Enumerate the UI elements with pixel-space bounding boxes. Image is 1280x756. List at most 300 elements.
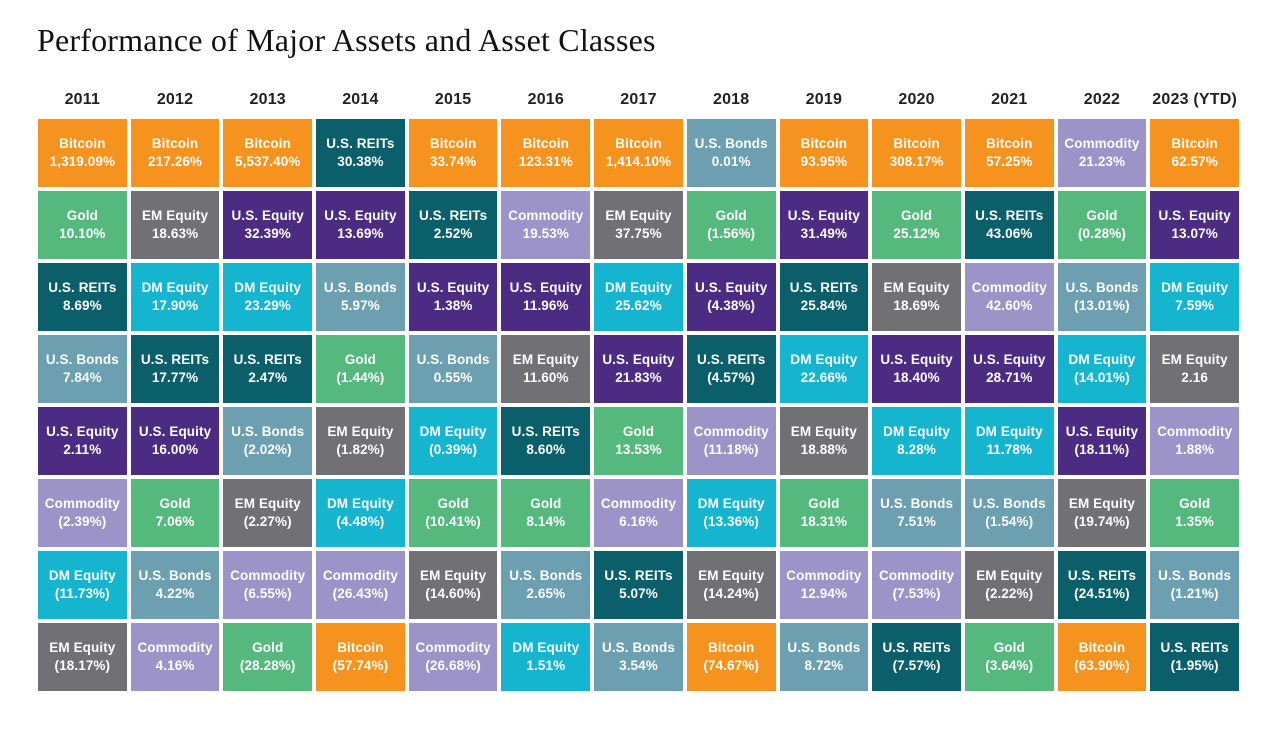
asset-value: (18.17%) [54,658,111,673]
asset-name: DM Equity [975,424,1043,439]
asset-name: Bitcoin [59,136,106,151]
asset-name: Commodity [44,496,120,511]
asset-name: EM Equity [234,496,301,511]
asset-name: EM Equity [141,208,209,223]
asset-cell [131,191,220,259]
year-label: 2011 [64,91,101,108]
asset-name: U.S. Bonds [416,352,490,367]
asset-value: 8.60% [526,442,566,457]
asset-cell [780,191,869,259]
asset-value: 3.54% [619,658,658,673]
asset-value: 18.63% [151,226,199,241]
asset-value: 18.69% [893,298,940,313]
asset-cell [687,479,776,547]
asset-value: 93.95% [800,154,848,169]
asset-cell [223,191,312,259]
asset-value: (57.74%) [332,658,389,673]
asset-value: 25.62% [615,298,662,313]
asset-cell [131,551,220,619]
asset-cell [501,407,590,475]
asset-cell [780,119,869,187]
asset-cell [780,407,869,475]
asset-value: 1.38% [433,298,473,313]
asset-value: (13.36%) [703,514,759,529]
asset-cell [501,479,590,547]
asset-value: (0.28%) [1077,226,1126,241]
asset-cell [131,479,220,547]
asset-cell [872,623,961,691]
asset-value: (2.22%) [985,586,1034,601]
asset-cell [872,407,961,475]
asset-cell [38,335,127,403]
asset-cell [223,263,312,331]
asset-name: EM Equity [605,208,672,223]
asset-cell [780,263,869,331]
asset-value: (7.57%) [892,658,941,673]
asset-name: U.S. Equity [1065,424,1139,439]
asset-name: U.S. REITs [140,352,210,367]
year-label: 2020 [898,91,935,108]
asset-value: 23.29% [244,298,291,313]
asset-cell [501,119,590,187]
asset-cell [223,551,312,619]
asset-cell [780,551,869,619]
asset-value: 42.60% [986,298,1033,313]
asset-name: Gold [66,208,98,223]
year-header-row [38,91,1239,109]
asset-value: 28.71% [986,370,1033,385]
asset-cell [780,335,869,403]
asset-value: 11.60% [522,370,569,385]
asset-name: Commodity [693,424,769,439]
asset-value: 5,537.40% [234,154,301,169]
asset-name: U.S. Bonds [323,280,397,295]
asset-value: 7.59% [1175,298,1215,313]
asset-value: 4.16% [155,658,195,673]
asset-name: EM Equity [1161,352,1228,367]
asset-cell [965,623,1054,691]
asset-value: (6.55%) [243,586,292,601]
asset-name: Bitcoin [800,136,848,151]
asset-value: 12.94% [800,586,848,601]
asset-cell [872,479,961,547]
asset-value: 33.74% [429,154,477,169]
asset-cell [965,263,1054,331]
asset-value: 37.75% [615,226,662,241]
asset-name: EM Equity [1068,496,1136,511]
asset-name: DM Equity [326,496,394,511]
year-label: 2016 [527,91,564,108]
asset-name: U.S. Equity [324,208,397,223]
asset-cell [687,119,776,187]
asset-value: (10.41%) [425,514,481,529]
asset-value: 17.90% [151,298,199,313]
asset-value: 13.07% [1171,226,1218,241]
year-label: 2015 [434,91,472,108]
asset-name: Bitcoin [429,136,477,151]
asset-cell [1058,191,1147,259]
asset-name: Bitcoin [1171,136,1218,151]
asset-name: DM Equity [141,280,209,295]
asset-name: U.S. Bonds [509,568,583,583]
asset-cell [501,263,590,331]
asset-cell [316,335,405,403]
asset-name: U.S. REITs [1067,568,1137,583]
asset-cell [131,263,220,331]
asset-cell [223,407,312,475]
asset-cell [316,119,405,187]
asset-cell [1150,479,1239,547]
asset-cell [38,263,127,331]
asset-value: 1.88% [1175,442,1215,457]
asset-value: 18.88% [800,442,848,457]
asset-value: 217.26% [148,154,203,169]
asset-value: (11.73%) [54,586,110,601]
year-label: 2017 [620,91,657,108]
year-label: 2018 [712,91,750,108]
asset-value: (26.68%) [425,658,481,673]
asset-cell [1058,263,1147,331]
asset-cell [1058,623,1147,691]
asset-name: U.S. Bonds [694,136,768,151]
asset-name: EM Equity [698,568,765,583]
asset-name: U.S. REITs [882,640,951,655]
asset-value: 30.38% [337,154,384,169]
asset-name: U.S. Equity [416,280,490,295]
asset-value: 43.06% [986,226,1033,241]
asset-value: 7.51% [897,514,936,529]
asset-cell [965,191,1054,259]
asset-cell [872,119,961,187]
asset-name: U.S. REITs [48,280,117,295]
asset-value: 11.96% [522,298,569,313]
asset-value: (7.53%) [892,586,941,601]
asset-name: Gold [993,640,1025,655]
asset-cell [872,335,961,403]
asset-name: Bitcoin [522,136,570,151]
asset-name: Gold [530,496,562,511]
asset-name: Gold [344,352,376,367]
asset-value: 1.35% [1175,514,1215,529]
asset-value: (74.67%) [703,658,759,673]
year-label: 2014 [342,91,379,108]
year-label: 2022 [1083,91,1121,108]
asset-name: U.S. REITs [1160,640,1229,655]
asset-value: 10.10% [59,226,106,241]
asset-value: 308.17% [889,154,944,169]
asset-name: U.S. REITs [975,208,1044,223]
asset-name: Bitcoin [244,136,291,151]
asset-value: 22.66% [800,370,848,385]
asset-name: EM Equity [327,424,394,439]
asset-cell [409,623,498,691]
asset-name: Commodity [600,496,677,511]
asset-cell [316,551,405,619]
asset-value: 2.52% [433,226,473,241]
asset-value: 5.07% [619,586,658,601]
asset-cell [594,623,683,691]
asset-value: 11.78% [986,442,1033,457]
asset-value: 2.11% [63,442,102,457]
asset-value: (26.43%) [332,586,389,601]
asset-name: Bitcoin [337,640,384,655]
asset-name: Gold [1086,208,1118,223]
asset-value: 6.16% [619,514,658,529]
asset-value: 8.72% [804,658,844,673]
asset-value: (28.28%) [239,658,296,673]
asset-value: (18.11%) [1074,442,1130,457]
asset-name: Commodity [322,568,398,583]
asset-return-grid [38,119,1239,691]
asset-value: 1.51% [526,658,566,673]
asset-value: 7.84% [62,370,102,385]
asset-name: U.S. Equity [46,424,119,439]
asset-cell [1150,335,1239,403]
asset-cell [687,335,776,403]
asset-value: 13.69% [337,226,384,241]
asset-name: DM Equity [48,568,116,583]
asset-cell [1150,551,1239,619]
asset-cell [594,119,683,187]
asset-value: (11.18%) [703,442,759,457]
asset-value: (0.39%) [429,442,478,457]
asset-cell [687,551,776,619]
asset-name: DM Equity [419,424,487,439]
asset-value: (4.38%) [707,298,756,313]
asset-name: EM Equity [883,280,950,295]
asset-cell [1058,551,1147,619]
asset-cell [316,623,405,691]
asset-value: 25.84% [800,298,848,313]
asset-name: Commodity [1064,136,1140,151]
asset-cell [38,119,127,187]
asset-value: 2.16 [1181,370,1208,385]
asset-value: 32.39% [244,226,291,241]
asset-name: U.S. Bonds [138,568,212,583]
asset-name: DM Equity [1161,280,1229,295]
asset-cell [687,623,776,691]
asset-name: Commodity [878,568,955,583]
asset-value: 31.49% [800,226,848,241]
asset-value: (1.56%) [707,226,756,241]
asset-name: U.S. REITs [604,568,673,583]
asset-name: U.S. Equity [602,352,675,367]
asset-value: (14.60%) [425,586,481,601]
asset-name: U.S. Equity [787,208,861,223]
asset-value: (24.51%) [1074,586,1130,601]
asset-name: U.S. Bonds [1065,280,1139,295]
asset-value: (13.01%) [1074,298,1130,313]
asset-name: Gold [900,208,933,223]
asset-value: (1.44%) [336,370,385,385]
asset-name: U.S. REITs [789,280,858,295]
asset-value: 2.65% [526,586,566,601]
asset-cell [965,335,1054,403]
asset-cell [594,479,683,547]
asset-name: U.S. Equity [973,352,1046,367]
asset-name: U.S. Equity [509,280,582,295]
asset-name: Commodity [137,640,213,655]
asset-value: (4.57%) [707,370,756,385]
asset-cell [131,407,220,475]
asset-value: 0.55% [433,370,473,385]
asset-cell [872,263,961,331]
asset-value: 21.83% [615,370,662,385]
asset-name: U.S. Equity [138,424,212,439]
asset-name: U.S. Equity [1158,208,1231,223]
asset-cell [1150,623,1239,691]
asset-cell [501,551,590,619]
asset-name: Commodity [508,208,584,223]
asset-value: 57.25% [986,154,1033,169]
asset-name: Commodity [786,568,862,583]
year-label: 2019 [805,91,843,108]
asset-cell [409,263,498,331]
asset-name: EM Equity [49,640,116,655]
asset-name: U.S. REITs [697,352,766,367]
asset-name: Gold [159,496,191,511]
asset-name: Gold [1179,496,1211,511]
asset-cell [780,479,869,547]
asset-value: 18.31% [800,514,848,529]
asset-cell [131,119,220,187]
asset-name: DM Equity [512,640,580,655]
asset-name: Commodity [971,280,1047,295]
asset-cell [1058,119,1147,187]
asset-value: 17.77% [151,370,199,385]
asset-value: 8.14% [526,514,566,529]
asset-name: Gold [437,496,469,511]
asset-name: U.S. Bonds [601,640,675,655]
asset-cell [594,335,683,403]
asset-cell [780,623,869,691]
asset-cell [223,623,312,691]
asset-name: U.S. Bonds [787,640,861,655]
asset-cell [409,551,498,619]
asset-value: 62.57% [1171,154,1218,169]
asset-value: 8.69% [62,298,102,313]
asset-cell [965,479,1054,547]
asset-name: DM Equity [883,424,951,439]
asset-value: (19.74%) [1074,514,1130,529]
asset-cell [965,407,1054,475]
asset-cell [316,407,405,475]
asset-value: 0.01% [711,154,751,169]
asset-name: Bitcoin [893,136,940,151]
asset-value: (14.24%) [703,586,759,601]
asset-value: (1.82%) [336,442,385,457]
asset-cell [594,191,683,259]
asset-name: U.S. Bonds [880,496,954,511]
asset-cell [965,119,1054,187]
asset-cell [594,551,683,619]
asset-name: U.S. Bonds [1158,568,1232,583]
asset-name: Bitcoin [151,136,199,151]
asset-name: U.S. REITs [233,352,302,367]
page-title: Performance of Major Assets and Asset Classes [37,22,656,58]
asset-value: 18.40% [893,370,940,385]
asset-name: U.S. Equity [880,352,953,367]
asset-name: U.S. Bonds [972,496,1046,511]
asset-name: U.S. Equity [695,280,768,295]
asset-cell [1150,263,1239,331]
asset-value: 16.00% [151,442,199,457]
asset-value: (2.27%) [243,514,292,529]
year-label: 2023 (YTD) [1152,91,1237,108]
asset-value: (1.95%) [1170,658,1219,673]
asset-value: 13.53% [615,442,662,457]
asset-name: Commodity [230,568,306,583]
asset-cell [1150,191,1239,259]
asset-cell [223,119,312,187]
asset-value: (1.54%) [985,514,1034,529]
asset-name: DM Equity [605,280,672,295]
asset-cell [1058,335,1147,403]
asset-name: U.S. REITs [511,424,580,439]
asset-cell [409,479,498,547]
year-label: 2013 [249,91,286,108]
asset-value: 4.22% [155,586,195,601]
asset-cell [316,191,405,259]
asset-cell [316,479,405,547]
asset-name: DM Equity [234,280,302,295]
asset-cell [38,191,127,259]
asset-cell [1150,119,1239,187]
asset-cell [687,263,776,331]
asset-name: Gold [715,208,747,223]
asset-cell [1058,407,1147,475]
asset-cell [965,551,1054,619]
year-label: 2012 [156,91,194,108]
asset-value: 19.53% [522,226,569,241]
asset-name: U.S. Equity [231,208,304,223]
asset-value: 123.31% [518,154,573,169]
asset-value: 1,414.10% [605,154,672,169]
asset-name: U.S. Bonds [231,424,305,439]
asset-cell [501,623,590,691]
asset-value: 25.12% [893,226,940,241]
asset-value: 8.28% [897,442,936,457]
asset-cell [872,191,961,259]
asset-cell [223,335,312,403]
asset-name: Gold [808,496,840,511]
asset-name: EM Equity [790,424,857,439]
asset-cell [409,191,498,259]
asset-cell [316,263,405,331]
asset-value: (63.90%) [1074,658,1130,673]
asset-name: U.S. REITs [418,208,488,223]
asset-cell [687,191,776,259]
asset-name: U.S. REITs [326,136,395,151]
asset-name: DM Equity [697,496,765,511]
asset-value: (1.21%) [1170,586,1219,601]
asset-name: Commodity [1157,424,1233,439]
asset-name: U.S. Bonds [45,352,119,367]
asset-cell [409,119,498,187]
asset-name: DM Equity [1068,352,1136,367]
asset-value: 21.23% [1078,154,1126,169]
asset-cell [38,479,127,547]
asset-cell [38,551,127,619]
asset-name: Commodity [415,640,491,655]
asset-cell [409,335,498,403]
asset-name: Bitcoin [986,136,1033,151]
asset-cell [501,335,590,403]
asset-cell [594,407,683,475]
asset-name: Bitcoin [707,640,755,655]
asset-name: Gold [252,640,284,655]
asset-name: Bitcoin [1078,640,1126,655]
